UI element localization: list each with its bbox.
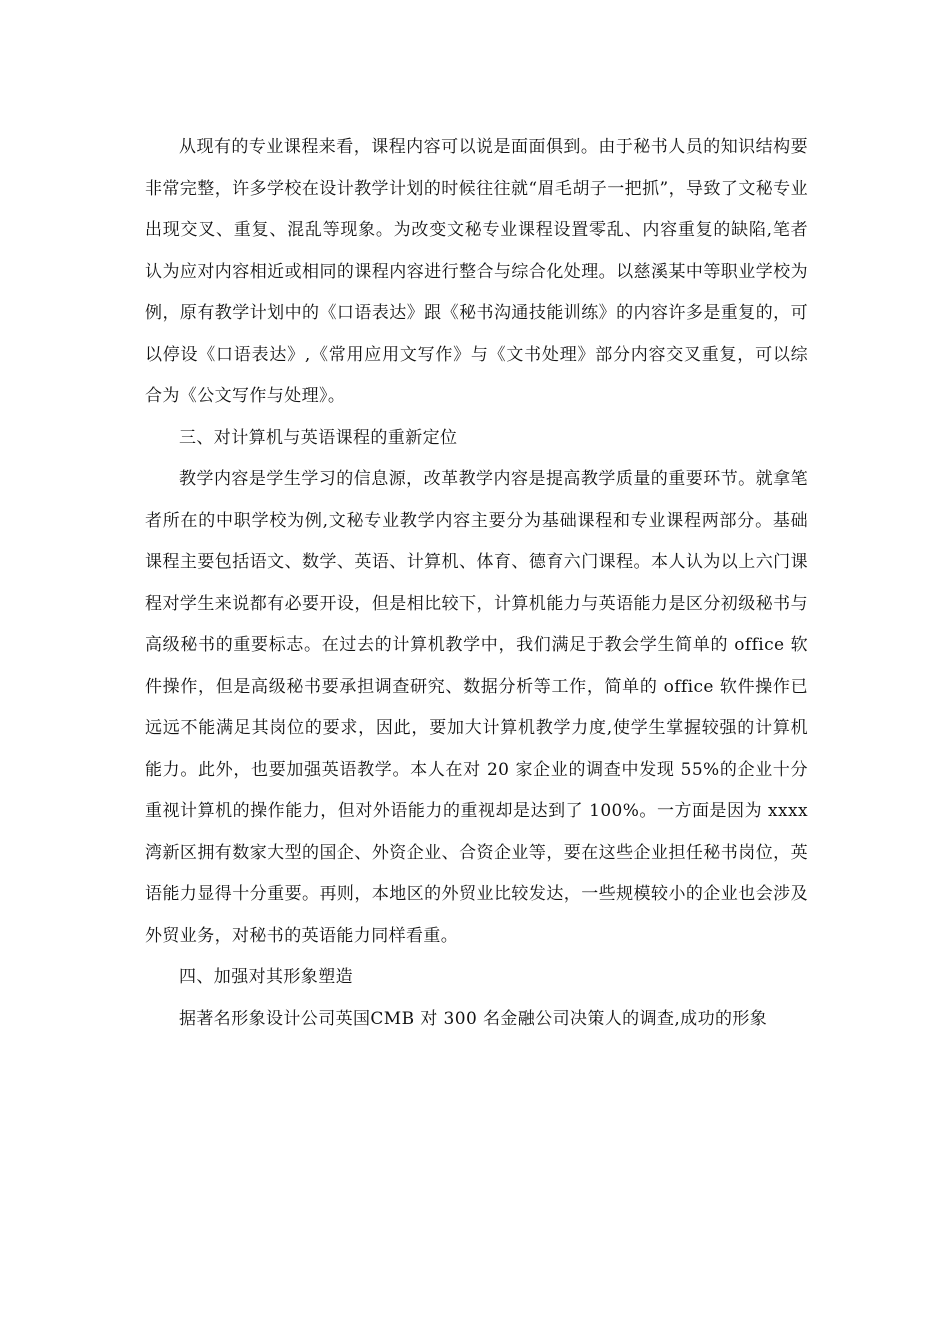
section-heading-three: 三、对计算机与英语课程的重新定位 [179,427,458,448]
document-body [145,127,808,1040]
paragraph-computer-english: 教学内容是学生学习的信息源，改革教学内容是提高教学质量的重要环节。就拿笔者所在的中职学校为例,文秘专业教学内容主要分为基础课程和专业课程两部分。基础课程主要包括语文、数学、英语、计算机、体育、德育六门课程。本人认为以上六门课程对学生来说都有必要开设，但是相比较下，计算机能力与英语能力是区分初级秘书与高级秘书的重要标志。在过去的计算机教学中，我们满足于教会学生简单的 office 软件操作，但是高级秘书要承担调查研究、数据分析等工作，简单的 office 软件操作已远远不能满足其岗位的要求，因此，要加大计算机教学力度,使学生掌握较强的计算机能力。此外，也要加强英语教学。本人在对 20 家企业的调查中发现 55%的企业十分重视计算机的操作能力，但对外语能力的重视却是达到了 100%。一方面是因为 xxxx 湾新区拥有数家大型的国企、外资企业、合资企业等，要在这些企业担任秘书岗位，英语能力显得十分重要。再则，本地区的外贸业比较发达，一些规模较小的企业也会涉及外贸业务，对秘书的英语能力同样看重。 [145,469,808,946]
paragraph-image-shaping: 据著名形象设计公司英国CMB 对 300 名金融公司决策人的调查,成功的形象 [179,1008,768,1029]
paragraph-course-integration: 从现有的专业课程来看，课程内容可以说是面面俱到。由于秘书人员的知识结构要非常完整，许多学校在设计教学计划的时候往往就“眉毛胡子一把抓”，导致了文秘专业出现交叉、重复、混乱等现象。为改变文秘专业课程设置零乱、内容重复的缺陷,笔者认为应对内容相近或相同的课程内容进行整合与综合化处理。以慈溪某中等职业学校为例，原有教学计划中的《口语表达》跟《秘书沟通技能训练》的内容许多是重复的，可以停设《口语表达》,《常用应用文写作》与《文书处理》部分内容交叉重复，可以综合为《公文写作与处理》。 [145,137,808,406]
section-heading-four: 四、加强对其形象塑造 [179,967,353,987]
